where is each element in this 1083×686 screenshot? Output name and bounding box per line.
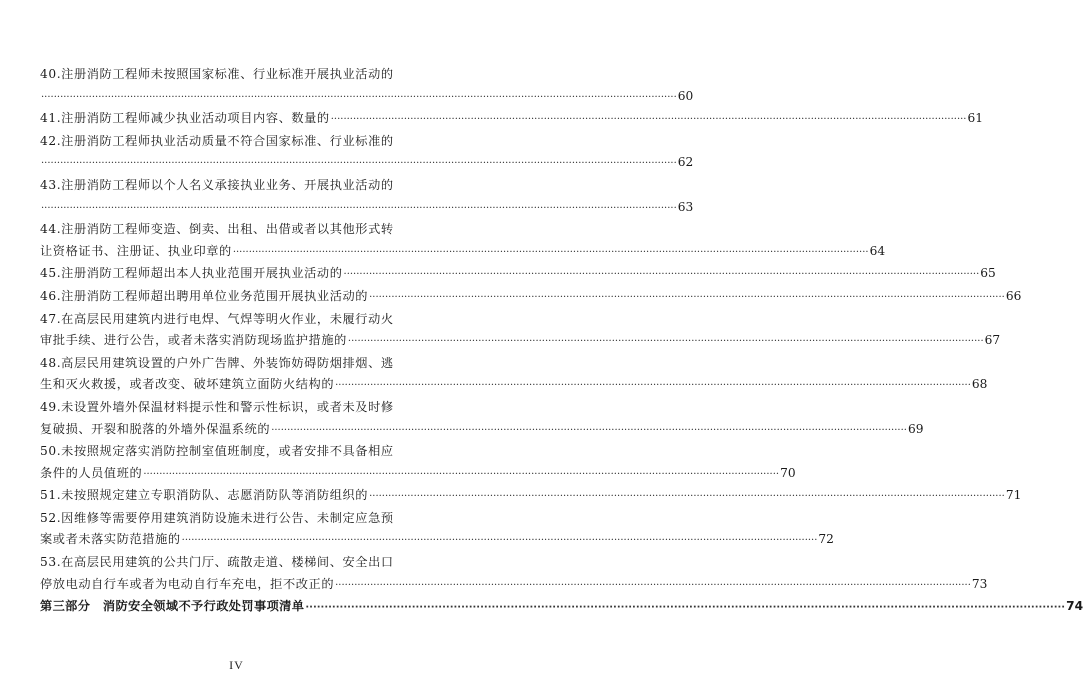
toc-part-three[interactable] (40, 596, 1083, 619)
dot-leader: ········································································································································································································ (369, 291, 1005, 303)
toc-page-number: 66 (1005, 288, 1022, 303)
toc-page-number: 72 (818, 532, 834, 547)
toc-page-number: 61 (967, 111, 983, 126)
dot-leader: ········································································································································································································ (271, 424, 907, 436)
toc-entry-line: 42.注册消防工程师执业活动质量不符合国家标准、行业标准的 (40, 133, 394, 148)
toc-entry-51[interactable] (40, 485, 1022, 508)
toc-entry-42[interactable] (40, 131, 694, 175)
toc-entry-text: 复破损、开裂和脱落的外墙外保温系统的 (40, 421, 271, 436)
toc-page-number: 74 (1066, 599, 1083, 614)
toc-entry-49[interactable] (40, 397, 924, 441)
toc-entry-text: 条件的人员值班的 (40, 465, 143, 480)
dot-leader: ········································································································································································································ (41, 91, 677, 103)
dot-leader: ········································································································································································································ (181, 535, 818, 547)
dot-leader: ········································································································································································································ (330, 114, 967, 126)
toc-entry-50[interactable] (40, 441, 796, 485)
toc-entry-43[interactable] (40, 175, 694, 219)
toc-entry-46[interactable] (40, 286, 1022, 309)
dot-leader: ········································································································································································································ (335, 579, 971, 591)
toc-entry-text: 41.注册消防工程师减少执业活动项目内容、数量的 (40, 111, 330, 126)
toc-entry-40[interactable] (40, 64, 694, 108)
toc-entry-text: 51.未按照规定建立专职消防队、志愿消防队等消防组织的 (40, 488, 369, 503)
toc-page-number: 73 (971, 576, 988, 591)
toc-page-number: 69 (907, 421, 924, 436)
toc-entry-leader-row (40, 86, 694, 109)
toc-page-number: 65 (980, 266, 996, 281)
toc-entry-line: 47.在高层民用建筑内进行电焊、气焊等明火作业，未履行动火 (40, 311, 394, 326)
toc-entry-line: 52.因维修等需要停用建筑消防设施未进行公告、未制定应急预 (40, 510, 394, 525)
dot-leader: ········································································································································································································ (335, 380, 971, 392)
toc-entry-text: 审批手续、进行公告，或者未落实消防现场监护措施的 (40, 333, 347, 348)
toc-part-title: 第三部分 消防安全领域不予行政处罚事项清单 (40, 599, 305, 614)
toc-page-number: 71 (1005, 488, 1022, 503)
toc-entry-leader-row (40, 197, 694, 220)
toc-page-number: 63 (677, 199, 694, 214)
toc-entry-45[interactable] (40, 263, 996, 286)
dot-leader: ········································································································································································································ (305, 602, 1066, 614)
toc-entry-line: 44.注册消防工程师变造、倒卖、出租、出借或者以其他形式转 (40, 222, 394, 237)
dot-leader: ········································································································································································································ (41, 158, 677, 170)
toc-entry-leader-row (40, 286, 1022, 309)
page-number-footer: IV (229, 658, 244, 672)
dot-leader: ········································································································································································································ (232, 246, 869, 258)
toc-entry-leader-row (40, 108, 983, 131)
toc-entry-leader-row (40, 152, 694, 175)
toc-entry-leader-row (40, 374, 988, 397)
toc-entry-leader-row (40, 485, 1022, 508)
toc-entry-leader-row (40, 330, 1001, 353)
toc-entry-41[interactable] (40, 108, 983, 131)
toc-entry-line: 48.高层民用建筑设置的户外广告牌、外装饰妨碍防烟排烟、逃 (40, 355, 394, 370)
table-of-contents (40, 64, 1083, 619)
toc-entry-line: 50.未按照规定落实消防控制室值班制度，或者安排不具备相应 (40, 444, 394, 459)
toc-entry-47[interactable] (40, 309, 1001, 353)
toc-entry-line: 49.未设置外墙外保温材料提示性和警示性标识，或者未及时修 (40, 399, 394, 414)
dot-leader: ········································································································································································································ (347, 336, 984, 348)
toc-entry-leader-row (40, 596, 1083, 619)
toc-page-number: 67 (984, 333, 1001, 348)
toc-entry-leader-row (40, 263, 996, 286)
toc-entry-leader-row (40, 241, 886, 264)
toc-entry-leader-row (40, 574, 988, 597)
toc-entry-line: 53.在高层民用建筑的公共门厅、疏散走道、楼梯间、安全出口 (40, 555, 394, 570)
toc-page-number: 70 (780, 465, 796, 480)
toc-page-number: 68 (971, 377, 988, 392)
dot-leader: ········································································································································································································ (143, 468, 780, 480)
toc-entry-leader-row (40, 463, 796, 486)
toc-entry-48[interactable] (40, 353, 988, 397)
toc-entry-text: 45.注册消防工程师超出本人执业范围开展执业活动的 (40, 266, 343, 281)
toc-page-number: 62 (677, 155, 694, 170)
dot-leader: ········································································································································································································ (369, 491, 1005, 503)
toc-entry-text: 让资格证书、注册证、执业印章的 (40, 243, 232, 258)
dot-leader: ········································································································································································································ (41, 202, 677, 214)
toc-page-number: 60 (677, 88, 694, 103)
toc-entry-line: 43.注册消防工程师以个人名义承接执业业务、开展执业活动的 (40, 177, 394, 192)
toc-entry-text: 案或者未落实防范措施的 (40, 532, 181, 547)
dot-leader: ········································································································································································································ (343, 269, 980, 281)
toc-entry-line: 40.注册消防工程师未按照国家标准、行业标准开展执业活动的 (40, 67, 394, 81)
toc-entry-text: 46.注册消防工程师超出聘用单位业务范围开展执业活动的 (40, 288, 369, 303)
toc-entry-leader-row (40, 529, 834, 552)
toc-entry-52[interactable] (40, 508, 834, 552)
toc-entry-text: 生和灭火救援，或者改变、破坏建筑立面防火结构的 (40, 377, 335, 392)
toc-entry-leader-row (40, 419, 924, 442)
toc-entry-53[interactable] (40, 552, 988, 596)
toc-page-number: 64 (869, 243, 886, 258)
toc-entry-text: 停放电动自行车或者为电动自行车充电，拒不改正的 (40, 576, 335, 591)
toc-entry-44[interactable] (40, 219, 886, 263)
